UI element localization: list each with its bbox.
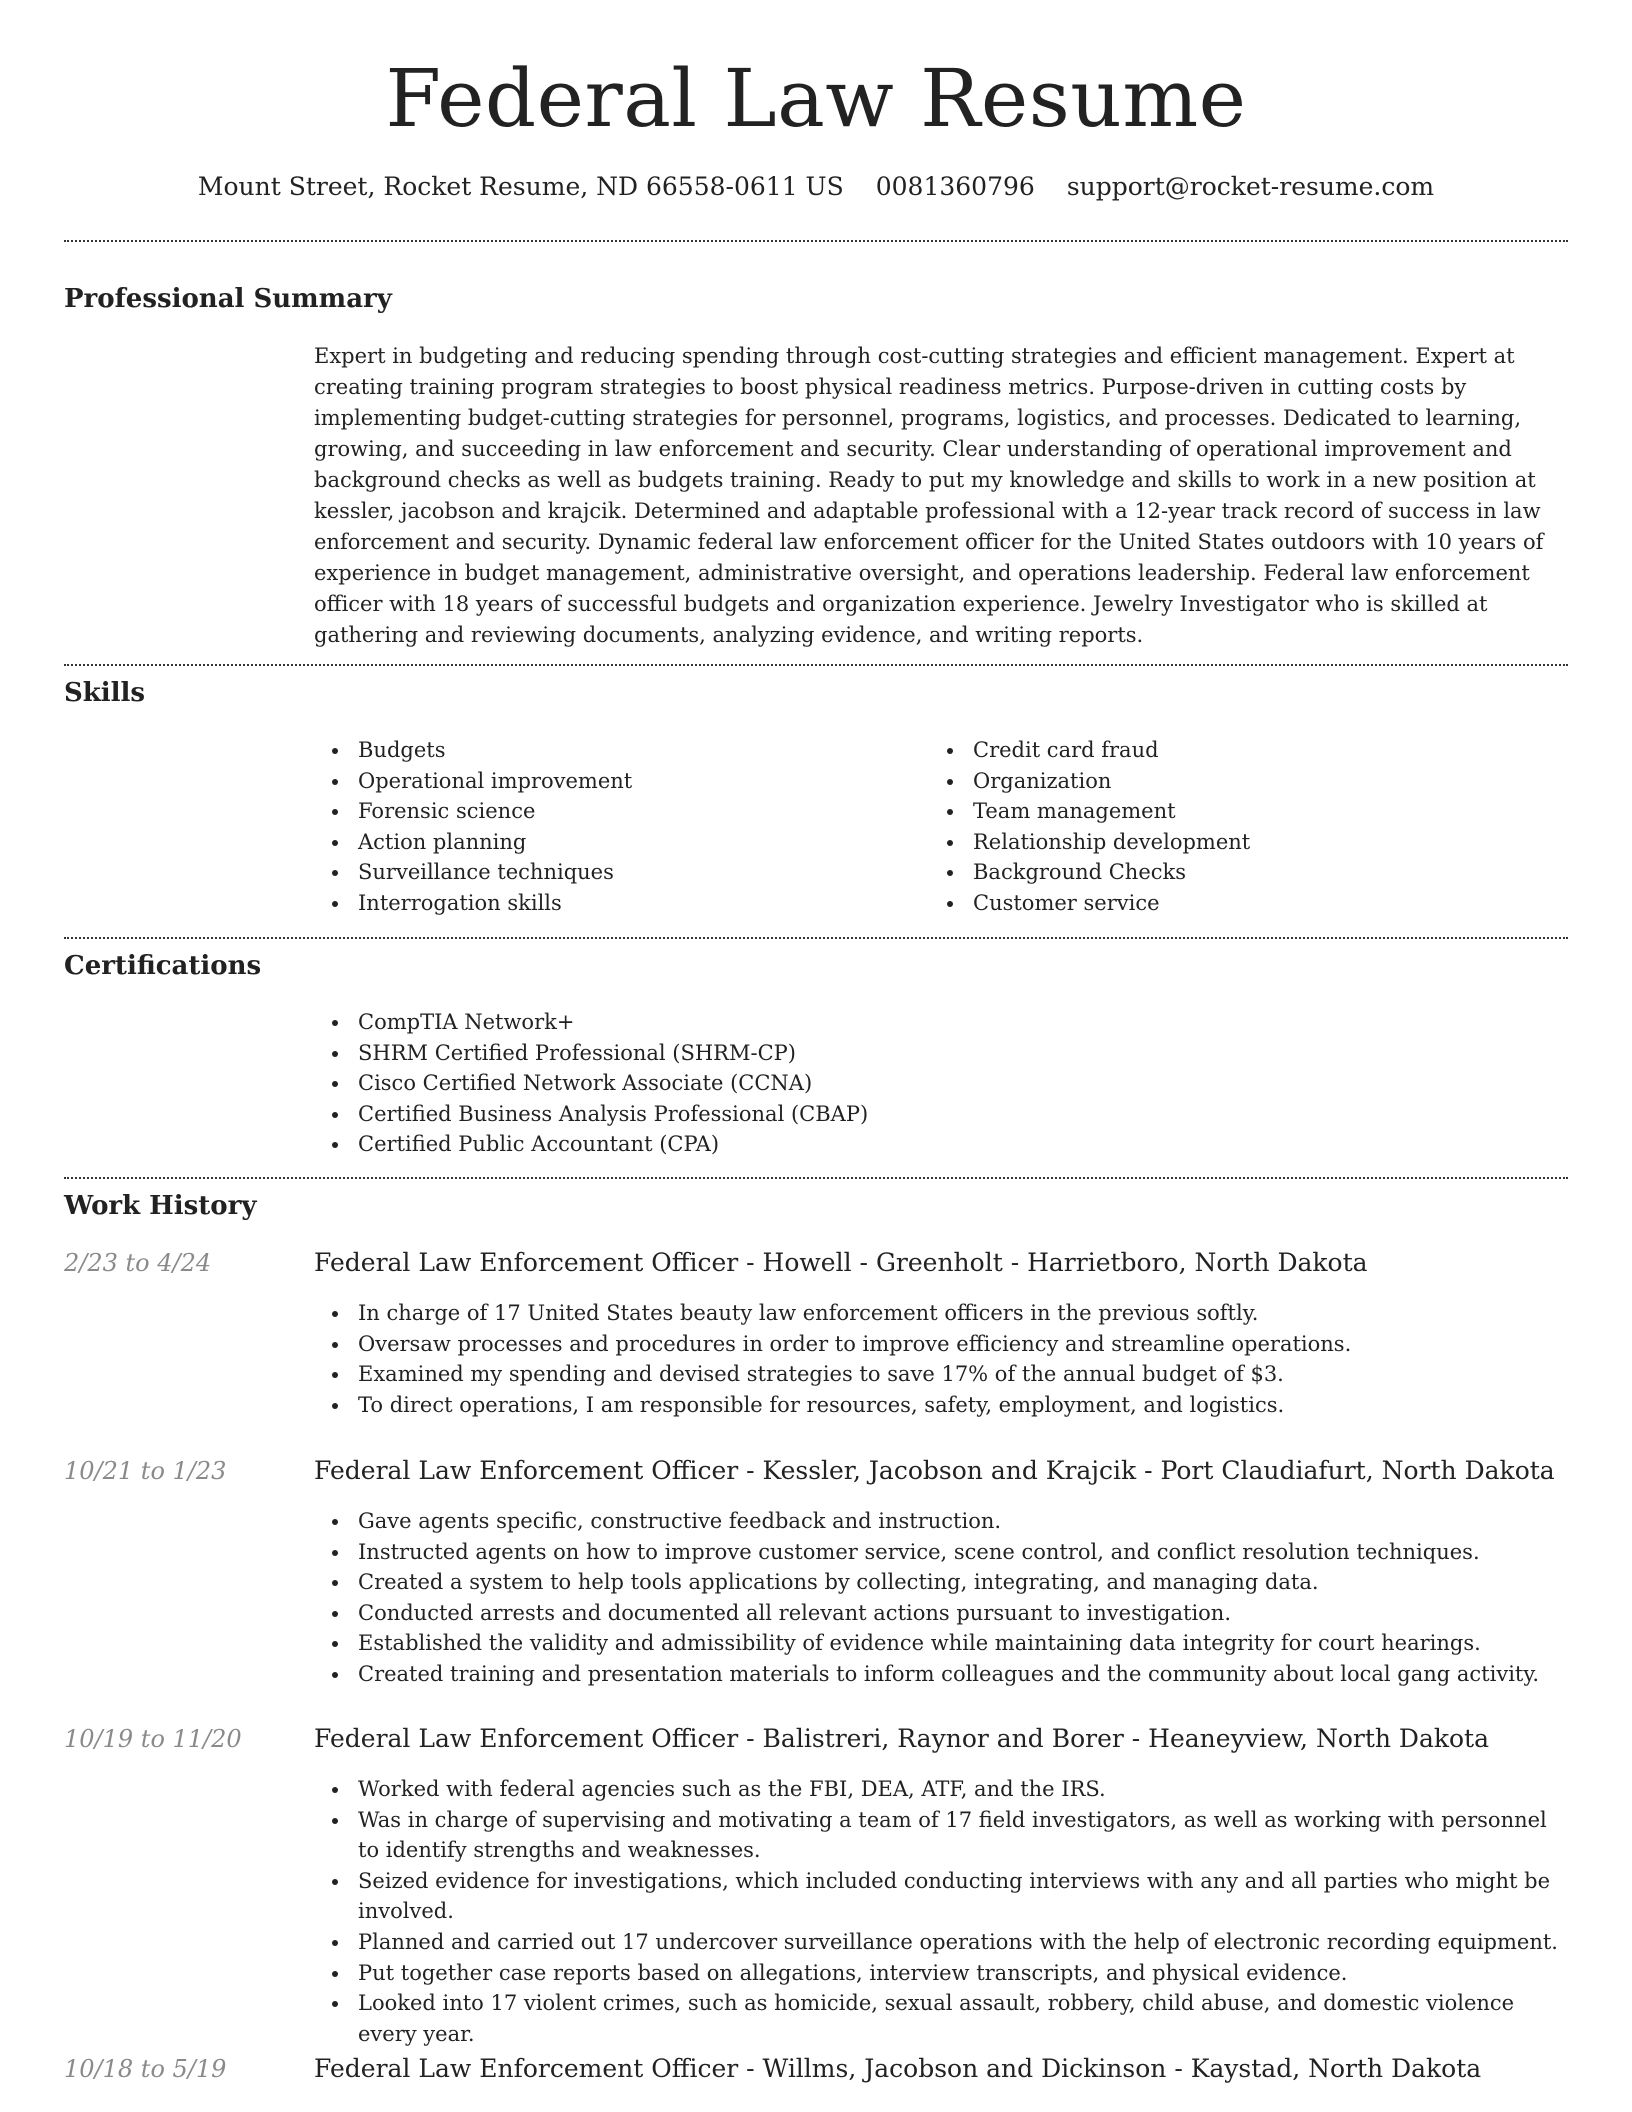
- skill-item: Team management: [929, 796, 1529, 827]
- email-link[interactable]: support@rocket-resume.com: [1066, 172, 1435, 201]
- job-bullet: Was in charge of supervising and motivating a team of 17 field investigators, as well as working with personnel to identify strengths and weaknesses.: [314, 1805, 1568, 1866]
- job-title: Federal Law Enforcement Officer - Howell - Greenholt - Harrietboro, North Dakota: [314, 1248, 1368, 1277]
- job-bullet: Examined my spending and devised strategies to save 17% of the annual budget of $3.: [314, 1359, 1568, 1390]
- skill-item: Forensic science: [314, 796, 914, 827]
- skills-heading: Skills: [64, 678, 146, 708]
- skill-item: Relationship development: [929, 827, 1529, 858]
- job-bullet: Conducted arrests and documented all relevant actions pursuant to investigation.: [314, 1598, 1568, 1629]
- skill-item: Action planning: [314, 827, 914, 858]
- job-bullet: Put together case reports based on allegations, interview transcripts, and physical evidence.: [314, 1958, 1568, 1989]
- summary-heading: Professional Summary: [64, 284, 392, 314]
- job-dates: 10/18 to 5/19: [64, 2055, 227, 2083]
- contact-line: [0, 172, 1632, 201]
- certification-item: Cisco Certified Network Associate (CCNA): [314, 1068, 1214, 1099]
- skill-item: Credit card fraud: [929, 735, 1529, 766]
- skill-item: Interrogation skills: [314, 888, 914, 919]
- divider: [64, 1177, 1568, 1179]
- job-bullet: Gave agents specific, constructive feedback and instruction.: [314, 1506, 1568, 1537]
- job-bullet: Created a system to help tools applications by collecting, integrating, and managing data.: [314, 1567, 1568, 1598]
- job-bullet: Seized evidence for investigations, which included conducting interviews with any and all parties who might be involved.: [314, 1866, 1568, 1927]
- work-history-heading: Work History: [64, 1191, 257, 1221]
- resume-title: Federal Law Resume: [385, 52, 1247, 145]
- job-bullets: [314, 1506, 1568, 1690]
- skill-item: Background Checks: [929, 857, 1529, 888]
- summary-text: Expert in budgeting and reducing spending through cost-cutting strategies and efficient management. Expert at creating training program strategies to boost physical readiness metrics. Purpose-driven in cutting costs by implementing budget-cutting strategies for personnel, programs, logistics, and processes. Dedicated to learning, growing, and succeeding in law enforcement and security. Clear understanding of operational improvement and background checks as well as budgets training. Ready to put my knowledge and skills to work in a new position at kessler, jacobson and krajcik. Determined and adaptable professional with a 12-year track record of success in law enforcement and security. Dynamic federal law enforcement officer for the United States outdoors with 10 years of experience in budget management, administrative oversight, and operations leadership. Federal law enforcement officer with 18 years of successful budgets and organization experience. Jewelry Investigator who is skilled at gathering and reviewing documents, analyzing evidence, and writing reports.: [314, 344, 1544, 647]
- divider: [64, 664, 1568, 666]
- job-bullet: Instructed agents on how to improve customer service, scene control, and conflict resolution techniques.: [314, 1537, 1568, 1568]
- skills-list-right: [929, 735, 1529, 919]
- job-bullet: In charge of 17 United States beauty law enforcement officers in the previous softly.: [314, 1298, 1568, 1329]
- phone-text: 0081360796: [875, 172, 1035, 201]
- job-bullet: Worked with federal agencies such as the FBI, DEA, ATF, and the IRS.: [314, 1774, 1568, 1805]
- skill-item: Customer service: [929, 888, 1529, 919]
- job-dates: 2/23 to 4/24: [64, 1249, 212, 1277]
- job-title: Federal Law Enforcement Officer - Balistreri, Raynor and Borer - Heaneyview, North Dakota: [314, 1724, 1490, 1753]
- skills-list-left: [314, 735, 914, 919]
- job-bullets: [314, 1298, 1568, 1420]
- certifications-list: [314, 1007, 1214, 1160]
- job-bullet: To direct operations, I am responsible for resources, safety, employment, and logistics.: [314, 1390, 1568, 1421]
- job-bullet: Created training and presentation materials to inform colleagues and the community about local gang activity.: [314, 1659, 1568, 1690]
- job-bullet: Oversaw processes and procedures in order to improve efficiency and streamline operations.: [314, 1329, 1568, 1360]
- job-bullet: Established the validity and admissibility of evidence while maintaining data integrity for court hearings.: [314, 1628, 1568, 1659]
- job-dates: 10/19 to 11/20: [64, 1725, 242, 1753]
- address-text: Mount Street, Rocket Resume, ND 66558-0611 US: [197, 172, 844, 201]
- job-bullet: Planned and carried out 17 undercover surveillance operations with the help of electronic recording equipment.: [314, 1927, 1568, 1958]
- skill-item: Operational improvement: [314, 766, 914, 797]
- job-bullet: Looked into 17 violent crimes, such as homicide, sexual assault, robbery, child abuse, and domestic violence every year.: [314, 1988, 1568, 2049]
- job-bullets: [314, 1774, 1568, 2049]
- job-title: Federal Law Enforcement Officer - Willms, Jacobson and Dickinson - Kaystad, North Dakota: [314, 2054, 1482, 2083]
- divider: [64, 240, 1568, 242]
- job-dates: 10/21 to 1/23: [64, 1457, 227, 1485]
- skill-item: Budgets: [314, 735, 914, 766]
- certification-item: SHRM Certified Professional (SHRM-CP): [314, 1038, 1214, 1069]
- job-title: Federal Law Enforcement Officer - Kessler, Jacobson and Krajcik - Port Claudiafurt, North Dakota: [314, 1456, 1555, 1485]
- skill-item: Organization: [929, 766, 1529, 797]
- certification-item: Certified Public Accountant (CPA): [314, 1129, 1214, 1160]
- certifications-heading: Certifications: [64, 951, 262, 981]
- certification-item: CompTIA Network+: [314, 1007, 1214, 1038]
- certification-item: Certified Business Analysis Professional (CBAP): [314, 1099, 1214, 1130]
- skill-item: Surveillance techniques: [314, 857, 914, 888]
- divider: [64, 937, 1568, 939]
